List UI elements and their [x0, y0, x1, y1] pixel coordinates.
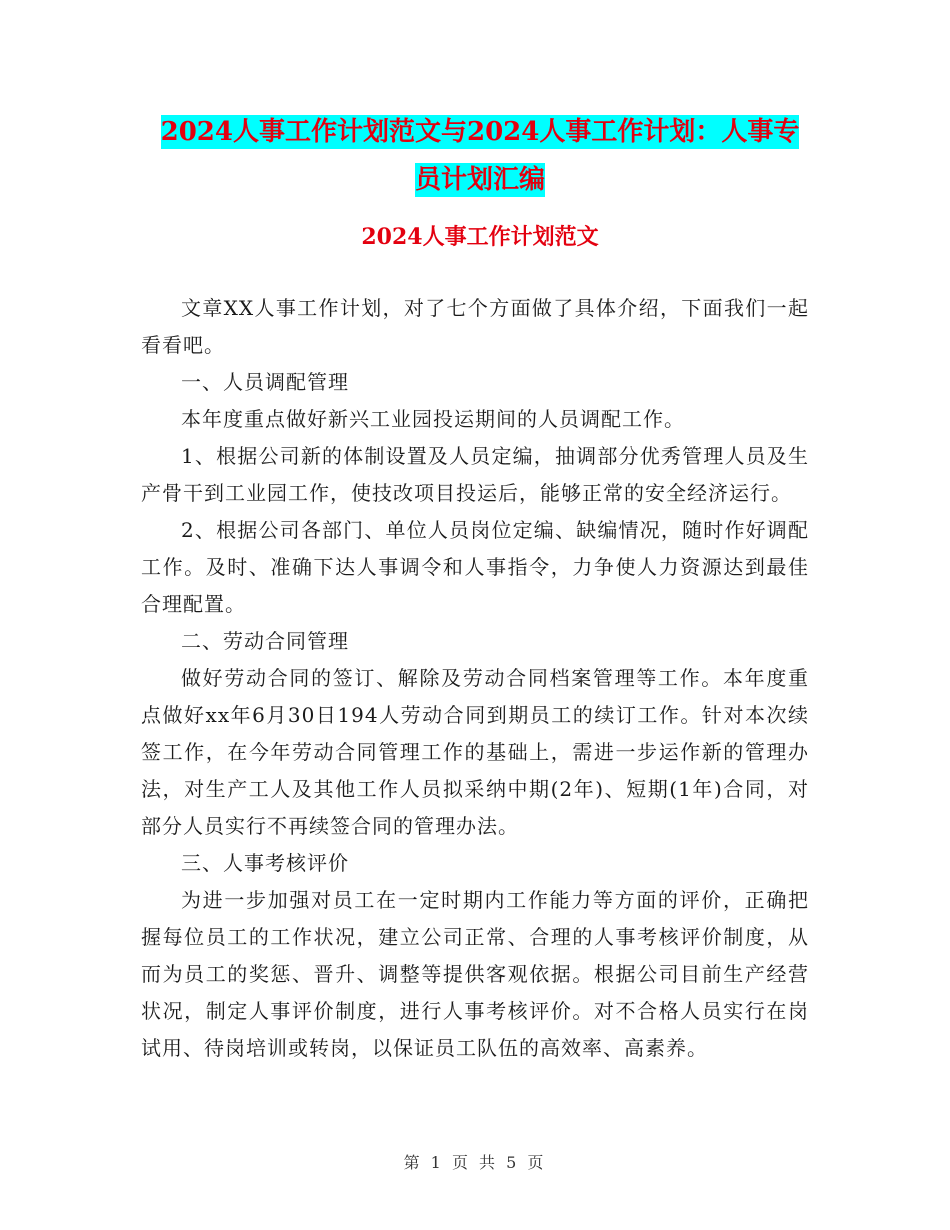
- document-title: [140, 108, 820, 204]
- heading-personnel-evaluation: 三、人事考核评价: [181, 851, 349, 875]
- paragraph-intro: 文章XX人事工作计划，对了七个方面做了具体介绍，下面我们一起看看吧。: [141, 296, 809, 357]
- heading-labor-contract: 二、劳动合同管理: [181, 629, 349, 653]
- paragraph: 2、根据公司各部门、单位人员岗位定编、缺编情况，随时作好调配工作。及时、准确下达人事调令和人事指令，力争使人力资源达到最佳合理配置。: [141, 518, 809, 616]
- paragraph: 本年度重点做好新兴工业园投运期间的人员调配工作。: [181, 407, 685, 431]
- paragraph: 做好劳动合同的签订、解除及劳动合同档案管理等工作。本年度重点做好xx年6月30日194人劳动合同到期员工的续订工作。针对本次续签工作，在今年劳动合同管理工作的基础上，需进一步运作新的管理办法，对生产工人及其他工作人员拟采纳中期(2年)、短期(1年)合同，对部分人员实行不再续签合同的管理办法。: [141, 666, 809, 838]
- section-title: 2024人事工作计划范文: [361, 224, 599, 250]
- title-line-2: 员计划汇编: [414, 165, 545, 195]
- paragraph: 1、根据公司新的体制设置及人员定编，抽调部分优秀管理人员及生产骨干到工业园工作，使技改项目投运后，能够正常的安全经济运行。: [141, 444, 809, 505]
- paragraph: 为进一步加强对员工在一定时期内工作能力等方面的评价，正确把握每位员工的工作状况，建立公司正常、合理的人事考核评价制度，从而为员工的奖惩、晋升、调整等提供客观依据。根据公司目前生产经营状况，制定人事评价制度，进行人事考核评价。对不合格人员实行在岗试用、待岗培训或转岗，以保证员工队伍的高效率、高素养。: [141, 888, 809, 1060]
- title-line-1: 2024人事工作计划范文与2024人事工作计划：人事专: [160, 117, 800, 147]
- heading-staff-allocation: 一、人员调配管理: [181, 370, 349, 394]
- page-footer: 第 1 页 共 5 页: [403, 1153, 547, 1172]
- document-body: [141, 290, 809, 1067]
